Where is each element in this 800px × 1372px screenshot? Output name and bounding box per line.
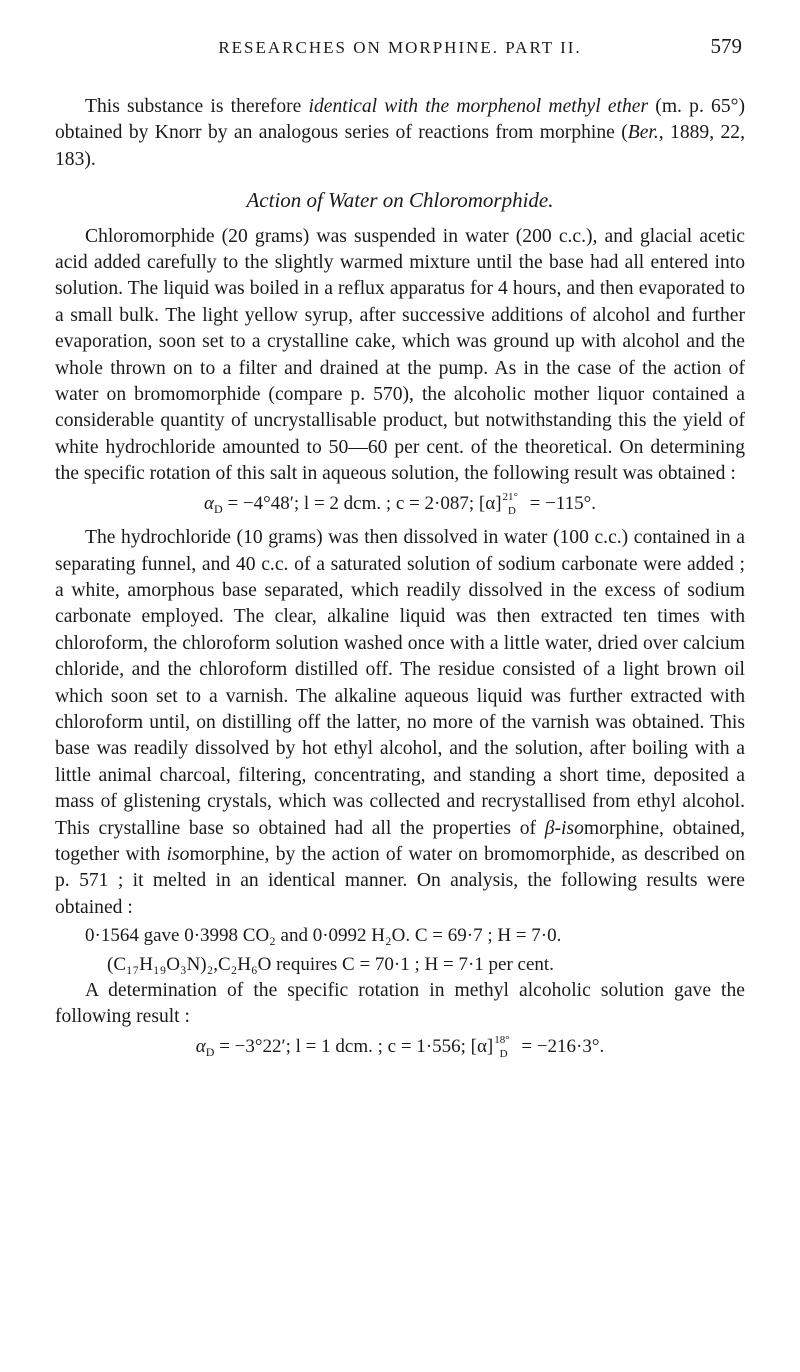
paragraph-extraction: The hydrochloride (10 grams) was then dissolved in water (100 c.c.) contained in a separating funnel, and 40 c.c. of a saturated solution of sodium carbonate were added ; a white, amorphous base separated, which readily dissolved in the excess of sodium carbonate employed. The clear, alkaline liquid was then extracted ten times with chloroform, the chloroform solution washed once with a little water, dried over calcium chloride, and the chloroform distilled off. The residue consisted of a light brown oil which soon set to a varnish. The alkaline aqueous liquid was further extracted with chloroform until, on distilling off the latter, no more of the varnish was obtained. This base was readily dissolved by hot ethyl alcohol, and the solution, after boiling with a little animal charcoal, filtering, concentrating, and standing a short time, deposited a mass of glistening crystals, which was collected and recrystallised from ethyl alcohol. This crystalline base so obtained had all the properties of β-isomorphine, obtained, together with isomorphine, by the action of water on bromomorphide, as described on p. 571 ; it melted in an identical manner. On analysis, the following results were obtained : bbox=[55, 527, 746, 918]
running-title: RESEARCHES ON MORPHINE. PART II. bbox=[218, 38, 582, 57]
rotation-equation-2: $\alpha_D = -3^\circ 22'$; l = 1 dcm. ; c = 1·556; $[\alpha]^{18^\circ}_D = -216\cdot 3^\circ$. bbox=[195, 1033, 605, 1060]
article-body bbox=[55, 94, 745, 1068]
page-number: 579 bbox=[710, 34, 742, 58]
section-heading: Action of Water on Chloromorphide. bbox=[246, 188, 554, 213]
analysis-found: 0·1564 gave 0·3998 CO₂ and 0·0992 H₂O. C = 69·7 ; H = 7·0. bbox=[85, 925, 562, 947]
journal-reference: Ber. bbox=[627, 122, 659, 144]
paragraph-procedure: Chloromorphide (20 grams) was suspended in water (200 c.c.), and glacial acetic acid added carefully to the slightly warmed mixture until the base had all entered into solution. The liquid was boiled in a reflux apparatus for 4 hours, and then evaporated to a small bulk. The light yellow syrup, after successive additions of alcohol and further evaporation, soon set to a crystalline cake, which was ground up with alcohol and the whole thrown on to a filter and drained at the pump. As in the case of the action of water on bromomorphide (compare p. 570), the alcoholic mother liquor contained a considerable quantity of uncrystallisable product, but notwithstanding this the yield of white hydrochloride amounted to 50—60 per cent. of the theoretical. On determining the specific rotation of this salt in aqueous solution, the following result was obtained : bbox=[55, 225, 745, 485]
paragraph-conclusion: This substance is therefore identical with the morphenol methyl ether (m. p. 65°) obtained by Knorr by an analogous series of reactions from morphine (Ber., 1889, 22, 183). bbox=[55, 96, 745, 170]
rotation-equation-1: $\alpha_D = -4^\circ 48'$; l = 2 dcm. ; c = 2·087; $[\alpha]^{21^\circ}_D = -115^\circ$. bbox=[204, 490, 596, 517]
analysis-required: (C₁₇H₁₉O₃N)₂,C₂H₆O requires C = 70·1 ; H = 7·1 per cent. bbox=[107, 953, 554, 975]
emphasis-identical: identical with the morphenol methyl ether bbox=[308, 96, 649, 117]
paragraph-rotation-methyl: A determination of the specific rotation in methyl alcoholic solution gave the following result : bbox=[55, 980, 745, 1028]
running-header bbox=[0, 34, 800, 64]
